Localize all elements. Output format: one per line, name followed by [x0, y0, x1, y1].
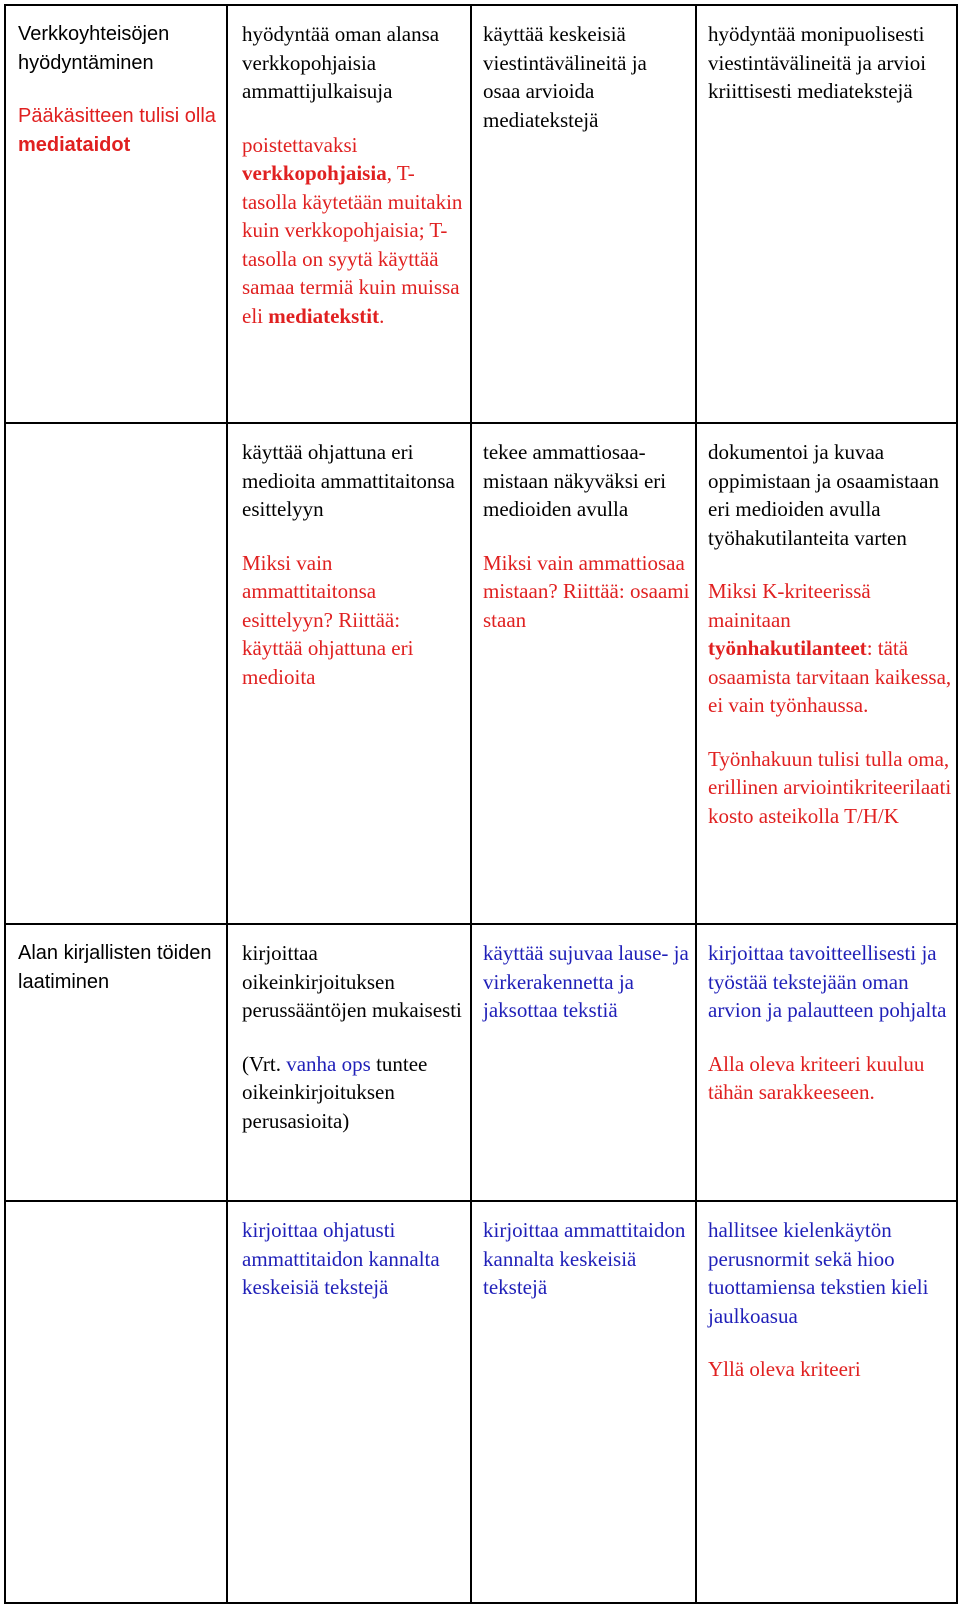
row4-col2-cell — [242, 1216, 464, 1302]
row2-col3-criterion: tekee ammattiosaa- mistaan näkyväksi eri medioiden avulla — [483, 440, 667, 521]
row-divider — [6, 1200, 956, 1202]
row1-col2-cell — [242, 20, 464, 330]
row2-col2-cell — [242, 438, 464, 691]
row1-topic-title: Verkkoyhteisöjen hyödyntäminen — [18, 23, 170, 74]
row2-col4-comment: Miksi K-kriteerissä mainitaan työnhakutilanteet: tätä osaamista tarvitaan kaikessa, ei vain työnhaussa. — [708, 579, 952, 717]
row2-col2-criterion: käyttää ohjattuna eri medioita ammattitaitonsa esittelyyn — [242, 440, 455, 521]
row2-col4-comment-2: Työnhakuun tulisi tulla oma, erillinen arviointikriteerilaatikosto asteikolla T/H/K — [708, 746, 952, 828]
row3-col2-comment: (Vrt. vanha ops tuntee oikeinkirjoituksen perusasioita) — [242, 1051, 428, 1133]
row1-col3-cell — [483, 20, 689, 134]
row3-col3-cell — [483, 939, 689, 1025]
row3-col4-cell — [708, 939, 952, 1107]
column-divider — [695, 6, 697, 1602]
row1-col2-criterion: hyödyntää oman alansa verkkopohjaisia ammattijulkaisuja — [242, 22, 440, 103]
row2-col4-cell — [708, 438, 952, 830]
row3-col4-criterion: kirjoittaa tavoitteellisesti ja työstää tekstejään oman arvion ja palautteen pohjalta — [708, 941, 947, 1022]
row1-col4-criterion: hyödyntää monipuolisesti viestintävälineitä ja arvioi kriittisesti mediatekstejä — [708, 22, 927, 103]
row3-col2-criterion: kirjoittaa oikeinkirjoituksen perussääntöjen mukaisesti — [242, 941, 462, 1022]
row4-col3-cell — [483, 1216, 689, 1302]
row1-col3-criterion: käyttää keskeisiä viestintävälineitä ja osaa arvioida mediatekstejä — [483, 22, 647, 132]
row2-col3-comment: Miksi vain ammattiosaamistaan? Riittää: osaamistaan — [483, 550, 690, 632]
row2-col4-criterion: dokumentoi ja kuvaa oppimistaan ja osaamistaan eri medioiden avulla työhakutilanteita varten — [708, 440, 939, 550]
row2-col2-comment: Miksi vain ammattitaitonsa esittelyyn? Riittää: käyttää ohjattuna eri medioita — [242, 550, 414, 689]
row1-col2-comment: poistettavaksi verkkopohjaisia, T-tasolla käytetään muitakin kuin verkkopohjaisia; T-tasolla on syytä käyttää samaa termiä kuin muissa eli mediatekstit. — [242, 132, 463, 328]
row1-topic-cell — [18, 20, 218, 159]
row1-col4-cell — [708, 20, 948, 106]
row4-col3-criterion: kirjoittaa ammattitaidon kannalta keskeisiä tekstejä — [483, 1218, 686, 1299]
row4-col2-criterion: kirjoittaa ohjatusti ammattitaidon kannalta keskeisiä tekstejä — [242, 1218, 440, 1299]
row3-topic-title: Alan kirjallisten töiden laatiminen — [18, 942, 212, 993]
row1-topic-note: Pääkäsitteen tulisi olla mediataidot — [18, 105, 216, 156]
row3-col3-criterion: käyttää sujuvaa lause- ja virkerakennetta ja jaksottaa tekstiä — [483, 941, 689, 1022]
row-divider — [6, 923, 956, 925]
row-divider — [6, 422, 956, 424]
row4-col4-criterion: hallitsee kielenkäytön perusnormit sekä hioo tuottamiensa tekstien kieli jaulkoasua — [708, 1218, 929, 1328]
row2-col3-cell — [483, 438, 693, 634]
row3-col2-cell — [242, 939, 464, 1135]
column-divider — [226, 6, 228, 1602]
row3-topic-cell — [18, 939, 218, 996]
row4-col4-cell — [708, 1216, 952, 1384]
row4-col4-comment: Yllä oleva kriteeri — [708, 1357, 861, 1381]
row3-col4-comment: Alla oleva kriteeri kuuluu tähän sarakkeeseen. — [708, 1051, 925, 1104]
column-divider — [470, 6, 472, 1602]
criteria-table — [4, 4, 958, 1604]
